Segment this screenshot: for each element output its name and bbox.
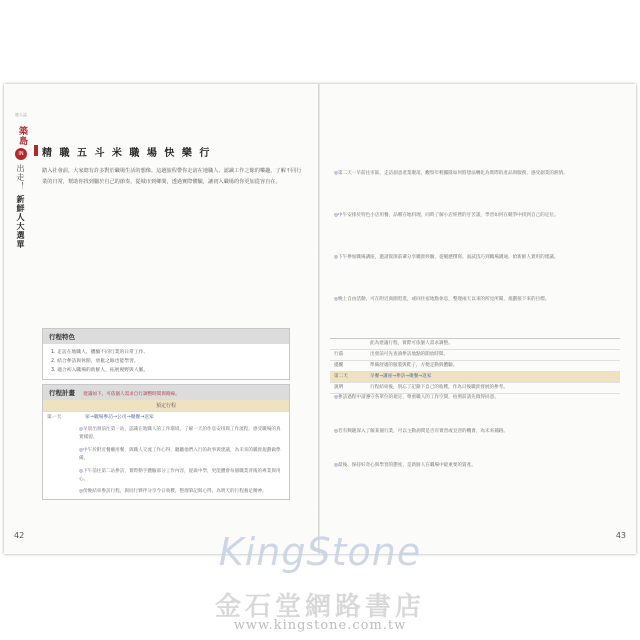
day-label: 第一天 <box>47 415 62 420</box>
intro-paragraph: 踏入社會前，大家總有許多對於職場生活的想像。這趟旅程帶你走訪在地職人、認識工作之餘的樂趣，了解不同行業的日常，幫助你找到屬於自己的節奏。從城市到鄉間，透過實際體驗，讓初入職場的你更加從容自在。 <box>42 168 302 185</box>
day-row <box>43 411 289 424</box>
side-line-1: 出走！ <box>16 164 25 191</box>
bullet-icon: ◎ <box>334 395 339 400</box>
feature-item: 2. 結合參訪與休閒，放鬆之餘也能學習。 <box>51 359 139 364</box>
bullet-icon: ◎ <box>79 489 84 495</box>
schedule-subheading: 預定行程 <box>43 400 289 411</box>
bullet-icon: ◎ <box>334 213 339 218</box>
book-spread <box>4 84 636 554</box>
brand-label: 築島 <box>17 126 27 146</box>
page-number-left: 42 <box>14 531 25 540</box>
title-marker <box>34 145 38 156</box>
page-title: 精 職 五 斗 米 職 場 快 樂 行 <box>42 148 212 159</box>
side-tab <box>10 112 32 249</box>
table-row-highlight: 第二天 早餐→講座→參訪→聚餐→返家 <box>330 372 620 383</box>
bullet-icon: ◎ <box>334 171 339 176</box>
feature-item: 1. 走訪在地職人，體驗不同行業的日常工作。 <box>51 350 149 355</box>
schedule-item: ◎傍晚結束參訪行程，與同行夥伴分享今日收穫，整理筆記與心得，為明天的行程養足精神。 <box>79 489 267 495</box>
series-label: 旅人誌 <box>15 112 27 117</box>
watermark-brand: KingStone <box>218 530 422 574</box>
bullet-icon: ◎ <box>334 463 339 468</box>
right-block: ◎中午安排於特色小店用餐，品嚐在地料理，同時了解小店經營的甘苦談，學習如何在競爭中找到自己的定位。 <box>334 213 559 218</box>
table-row: 提醒 準備舒適的服裝與鞋子，方便走動與體驗。 <box>330 361 620 372</box>
schedule-note: 建議如下，可依個人需求自行調整時間與路線。 <box>83 392 180 397</box>
bullet-icon: ◎ <box>79 468 84 474</box>
right-schedule-table <box>330 338 620 394</box>
right-bottom-block: ◎參訪過程中請遵守各單位的規定，尊重職人的工作空間，拍照前請先徵得同意。 <box>334 395 499 400</box>
schedule-heading-label: 行程計畫 <box>49 389 75 397</box>
schedule-item: ◎下午前往第二站參訪，實際動手體驗部分工作內容，從做中學，更能體會每個職業背後的專業與用心。 <box>79 468 281 483</box>
right-bottom-block: ◎若有興趣深入了解某個行業，可以主動詢問是否有實習或見習的機會，為未來鋪路。 <box>334 429 508 434</box>
left-page <box>4 84 318 554</box>
table-row: 說明 行程結束後，別忘了記錄下自己的收穫，作為日後職涯發展的參考。 <box>330 383 620 394</box>
features-box <box>42 328 290 380</box>
table-row: 行前 出發前可先查詢參訪地點的開放時間。 <box>330 350 620 361</box>
day-route: 家→職場參訪→公司→聚餐→返家 <box>85 415 154 420</box>
right-block: ◎下午參加職場講座，邀請資深前輩分享職涯經驗，從履歷撰寫、面試技巧到職場溝通，給新鮮人實用的建議。 <box>334 255 559 260</box>
side-line-2: 新鮮人大選單 <box>16 195 25 249</box>
bullet-icon: ◎ <box>79 427 84 432</box>
watermark-url: www.kingstone.com.tw <box>233 618 407 633</box>
bullet-icon: ◎ <box>334 297 339 302</box>
right-block: ◎晚上自由活動，可在附近商圈逛逛，或回住宿地點休息，整理兩天以來的所見所聞，規劃接下來的目標。 <box>334 297 550 302</box>
bullet-icon: ◎ <box>334 429 339 434</box>
schedule-heading <box>43 385 289 400</box>
table-row: 此為建議行程，實際可依個人需求調整。 <box>330 339 620 350</box>
right-page <box>320 84 636 554</box>
schedule-item: ◎中午於附近餐廳用餐，與職人交流工作心得，聽聽他們入行的故事與建議，為未來的職涯規劃做準備。 <box>79 447 281 462</box>
schedule-box <box>42 384 290 500</box>
features-list <box>43 344 289 379</box>
right-bottom-block: ◎最後，保持好奇心與學習的態度，是新鮮人在職場中最重要的資產。 <box>334 463 476 468</box>
schedule-item: ◎早晨出發前往第一站，認識在地職人的工作環境，了解一天的作息安排與工作流程，感受職場的真實樣貌。 <box>79 427 281 441</box>
watermark-chinese: 金石堂網路書店 <box>214 592 425 622</box>
features-heading: 行程特色 <box>43 329 289 344</box>
page-number-right: 43 <box>615 531 626 540</box>
bullet-icon: ◎ <box>334 255 339 260</box>
brand-badge: IN <box>15 148 27 160</box>
feature-item: 3. 適合初入職場的新鮮人，拓展視野與人脈。 <box>51 368 149 373</box>
bullet-icon: ◎ <box>79 447 84 453</box>
right-block: ◎第二天一早前往市區，走訪創意產業聚落，觀察年輕團隊如何將想法轉化為實際的產品與服務，感受創業的熱情。 <box>334 171 568 176</box>
